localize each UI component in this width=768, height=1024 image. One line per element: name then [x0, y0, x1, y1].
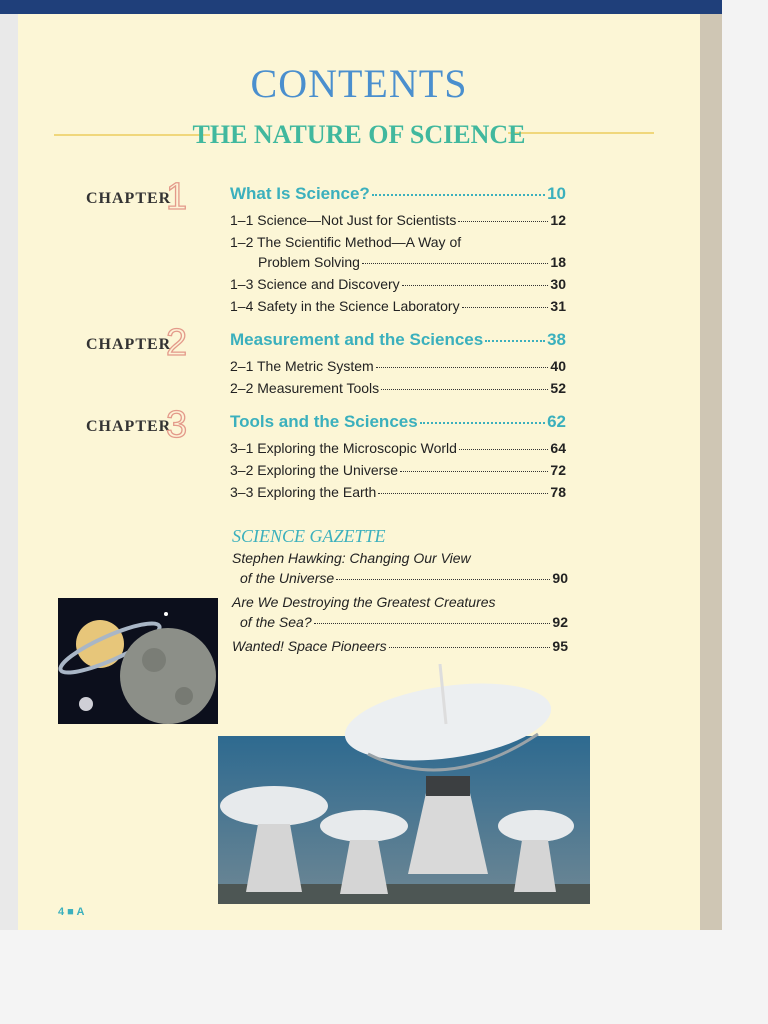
- page-number: 52: [550, 380, 566, 396]
- entry-text: 3–1 Exploring the Microscopic World: [230, 440, 457, 456]
- entry-text: of the Universe: [240, 570, 335, 586]
- entry-text: 3–3 Exploring the Earth: [230, 484, 377, 500]
- chapter-title-text: Measurement and the Sciences: [230, 330, 484, 349]
- toc-entry[interactable]: [230, 380, 566, 396]
- gazette-entry-continued[interactable]: [240, 614, 568, 630]
- chapter-word: CHAPTER: [86, 336, 172, 353]
- leader-dots: [372, 194, 545, 196]
- page-number: 30: [550, 276, 566, 292]
- gazette-entry[interactable]: [232, 550, 568, 566]
- page-number: 78: [550, 484, 566, 500]
- chapter-number: 1: [166, 176, 189, 218]
- entry-text: of the Sea?: [240, 614, 312, 630]
- toc-entry[interactable]: [230, 234, 566, 250]
- leader-dots: [402, 285, 549, 286]
- chapter-title-text: What Is Science?: [230, 184, 370, 203]
- radio-telescopes-photo: [218, 664, 590, 904]
- toc-entry[interactable]: [230, 484, 566, 500]
- entry-text: 1–2 The Scientific Method—A Way of: [230, 234, 462, 250]
- chapter-title-text: Tools and the Sciences: [230, 412, 418, 431]
- chapter-3-title[interactable]: [230, 412, 566, 432]
- scan-right-margin: [722, 0, 768, 1024]
- gazette-heading: SCIENCE GAZETTE: [232, 526, 386, 546]
- toc-entry[interactable]: [230, 276, 566, 292]
- page-number: 62: [547, 412, 566, 431]
- leader-dots: [378, 493, 548, 494]
- chapter-word: CHAPTER: [86, 418, 172, 435]
- gazette-entry[interactable]: [232, 594, 568, 610]
- page-number: 18: [550, 254, 566, 270]
- unit-title: THE NATURE OF SCIENCE: [192, 120, 526, 149]
- gazette-entry-continued[interactable]: [240, 570, 568, 586]
- toc-entry[interactable]: [230, 298, 566, 314]
- leader-dots: [420, 422, 545, 424]
- leader-dots: [389, 647, 551, 648]
- page-number: 40: [550, 358, 566, 374]
- toc-entry[interactable]: [230, 462, 566, 478]
- chapter-number: 2: [166, 322, 189, 364]
- chapter-2-title[interactable]: [230, 330, 566, 350]
- page-title: CONTENTS: [250, 61, 468, 106]
- planets-illustration: [58, 598, 218, 724]
- leader-dots: [458, 221, 548, 222]
- book-page: [18, 14, 700, 930]
- page-number: 12: [550, 212, 566, 228]
- entry-text: 2–2 Measurement Tools: [230, 380, 380, 396]
- leader-dots: [459, 449, 548, 450]
- chapter-2-label: [86, 322, 189, 364]
- scan-bottom-margin: [0, 930, 768, 1024]
- entry-text: Stephen Hawking: Changing Our View: [232, 550, 471, 566]
- toc-entry[interactable]: [230, 212, 566, 228]
- page-edge-shadow: [700, 14, 722, 930]
- page-number: 90: [552, 570, 568, 586]
- page-number: 92: [552, 614, 568, 630]
- page-number: 38: [547, 330, 566, 349]
- leader-dots: [400, 471, 548, 472]
- leader-dots: [462, 307, 549, 308]
- leader-dots: [381, 389, 548, 390]
- page-number: 72: [550, 462, 566, 478]
- entry-text: Are We Destroying the Greatest Creatures: [232, 594, 496, 610]
- toc-entry[interactable]: [230, 358, 566, 374]
- chapter-1-title[interactable]: [230, 184, 566, 204]
- page-number: 95: [552, 638, 568, 654]
- leader-dots: [336, 579, 550, 580]
- page-folio: 4 ■ A: [58, 906, 85, 918]
- page-number: 64: [550, 440, 566, 456]
- chapter-3-label: [86, 404, 189, 446]
- leader-dots: [485, 340, 545, 342]
- page-number: 10: [547, 184, 566, 203]
- entry-text: 1–4 Safety in the Science Laboratory: [230, 298, 460, 314]
- chapter-word: CHAPTER: [86, 190, 172, 207]
- entry-text: 3–2 Exploring the Universe: [230, 462, 399, 478]
- leader-dots: [376, 367, 549, 368]
- toc-entry-continued[interactable]: [258, 254, 566, 270]
- leader-dots: [314, 623, 551, 624]
- entry-text: Wanted! Space Pioneers: [232, 638, 387, 654]
- entry-text: 1–3 Science and Discovery: [230, 276, 400, 292]
- gazette-entry[interactable]: [232, 638, 568, 654]
- entry-text: 2–1 The Metric System: [230, 358, 374, 374]
- leader-dots: [362, 263, 548, 264]
- chapter-1-label: [86, 176, 189, 218]
- toc-entry[interactable]: [230, 440, 566, 456]
- page-number: 31: [550, 298, 566, 314]
- scan-top-edge: [0, 0, 722, 14]
- entry-text: 1–1 Science—Not Just for Scientists: [230, 212, 457, 228]
- chapter-number: 3: [166, 404, 189, 446]
- entry-text: Problem Solving: [258, 254, 360, 270]
